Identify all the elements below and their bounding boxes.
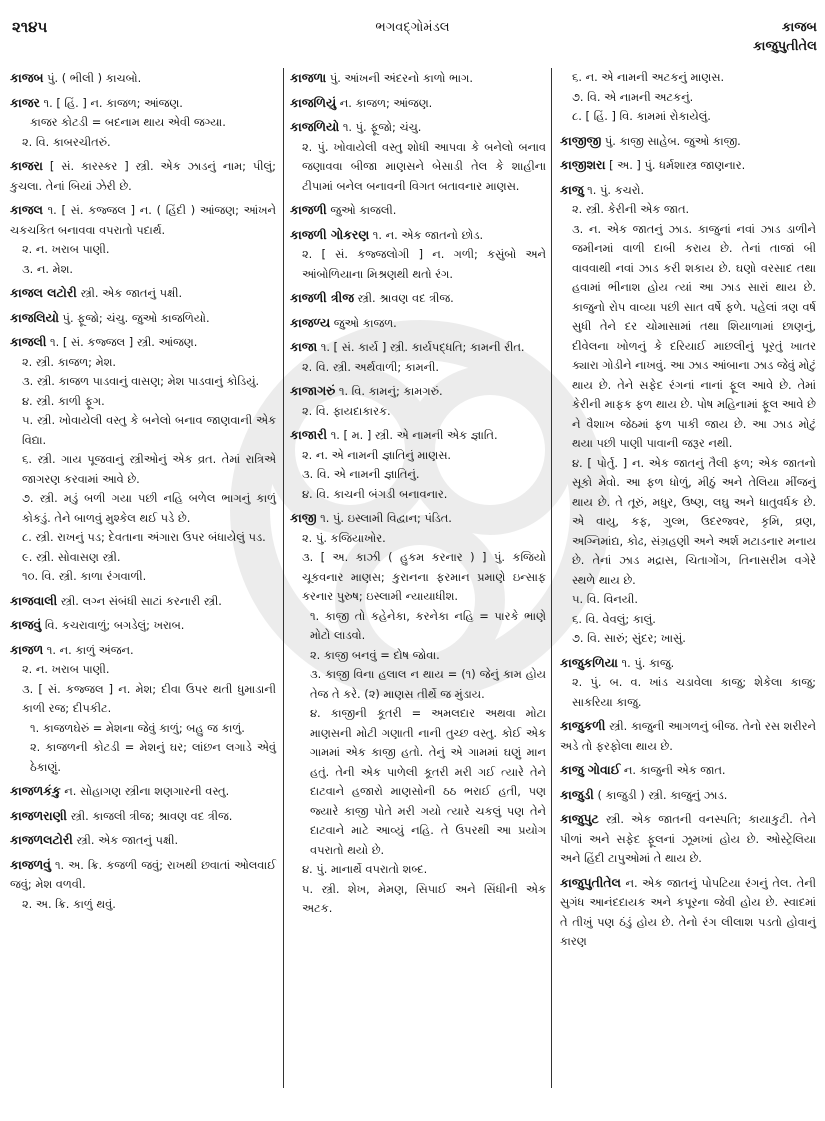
idiom-line: ૨. કાજળની કોટડી = મેશનું ઘર; લાંછન લગાડે એવું ઠેકાણું. [30, 740, 276, 774]
headword: કાજુડી [560, 786, 594, 802]
dictionary-entry [10, 156, 276, 196]
definition-text: પું. કાજી સાહેબ. જુઓ કાજી. [604, 133, 741, 148]
entry-line [10, 283, 276, 304]
dictionary-entry [10, 283, 276, 304]
definition-text: સ્ત્રી. એક જાતની વનસ્પતિ; કાયાકુટી. તેને પીળાં અને સફેદ ફૂલનાં ઝૂમખાં હોય છે. ઓસ્ટ્રેલિયા અને હિંદી ટાપુઓમાં તે થાય છે. [560, 812, 816, 865]
dictionary-entry [10, 332, 276, 587]
headword: કાજા [290, 339, 318, 354]
headword: કાજળ [10, 641, 44, 657]
dictionary-entry [290, 508, 546, 919]
dictionary-entry [10, 93, 276, 153]
headword: કાજર [10, 94, 40, 110]
sense-line: ૯. સ્ત્રી. સોવાસણ સ્ત્રી. [22, 549, 121, 564]
idiom-line: કાજર કોટડી = બદનામ થાય એવી જગ્યા. [30, 115, 226, 129]
sense-line: ૩. ન. મેશ. [22, 261, 74, 276]
idiom-line: ૧. કાજી તો કહેનેકા, કરનેકા નહિ = પારકે ભાણે મોટો લાડવો. [310, 608, 546, 642]
dictionary-entry [290, 337, 546, 377]
sense-line: ૨. વિ. સ્ત્રી. અર્થવાળી; કામની. [302, 359, 440, 374]
sense-line: ૭. સ્ત્રી. મડું બળી ગયા પછી નહિ બળેલ ભાગનું કાળું કોકડું. તેને બાળવું મુશ્કેલ થઈ પડે છે. [22, 491, 276, 525]
entry-line [290, 68, 546, 89]
definition-text: પું. ફૂજો; ચંચુ. જુઓ કાજળિયો. [62, 310, 210, 325]
headword: કાજળલટોરી [10, 832, 73, 847]
headword: કાજળી ગોકરણ [290, 226, 370, 242]
headword: કાજીશરા [560, 157, 606, 172]
entry-line [10, 855, 276, 895]
definition-text: ૧. [ મ. ] સ્ત્રી. એ નામની એક જ્ઞાતિ. [330, 428, 498, 442]
entry-line [10, 308, 276, 329]
column-right [560, 68, 816, 956]
dictionary-entry [560, 785, 816, 806]
sense-line: ૨. [ સં. કજ્જલોગી ] ન. ગળી; કસુંબો અને આંબોળિયાના મિશ્રણથી થતો રંગ. [302, 247, 546, 281]
sense-line: ૩. [ સં. કજ્જલ ] ન. મેશ; દીવા ઉપર થતી ધુમાડાની કાળી રજ; દીપકીટ. [22, 681, 276, 715]
definition-text: પું. ( ભીલી ) કાચબો. [47, 71, 142, 85]
sense-line: ૪. પું. માનાર્થે વપરાતો શબ્દ. [302, 862, 428, 876]
sense-line: ૭. વિ. સારું; સુંદર; ખાસું. [572, 631, 686, 645]
dictionary-entry [560, 653, 816, 713]
headword: કાજળ્ય [290, 314, 331, 330]
sense-line: ૨. સ્ત્રી. કેરીની એક જાત. [572, 202, 690, 216]
entry-line [560, 131, 816, 152]
dictionary-entry [10, 830, 276, 851]
sense-line: ૨. વિ. કાબરચીતરું. [22, 134, 111, 149]
headword: કાજુકળી [560, 718, 606, 733]
definition-text: જુઓ કાજલી. [330, 203, 397, 217]
dictionary-entry [10, 855, 276, 915]
definition-text: વિ. કચરાવાળું; બગડેલું; ખરાબ. [44, 618, 185, 632]
dictionary-entry [560, 68, 816, 127]
page-number: ૨૧૪૫ [12, 18, 48, 36]
idiom-line: ૨. કાજી બનવું = દોષ જોવા. [310, 647, 440, 662]
sense-line: ૫. વિ. વિનયી. [572, 592, 639, 606]
entry-line [560, 809, 816, 869]
headword: કાજુ [560, 181, 584, 197]
definition-text: સ્ત્રી. કાજલી ત્રીજ; શ્રાવણ વદ ત્રીજ. [70, 808, 233, 823]
entry-line [290, 288, 546, 309]
sense-line: ૨. સ્ત્રી. કાજળ; મેશ. [22, 354, 117, 369]
headword: કાજવાલી [10, 592, 58, 608]
dictionary-entry [10, 806, 276, 827]
definition-text: ( કાજુડી ) સ્ત્રી. કાજુનું ઝાડ. [597, 787, 728, 802]
entry-line [560, 785, 816, 806]
sense-line: ૭. વિ. એ નામની અટકનું. [572, 89, 694, 104]
sense-line: ૨. અ. ક્રિ. કાળું થવું. [22, 896, 116, 911]
headword: કાજાગરું [290, 383, 336, 398]
headword: કાજળકંકુ [10, 783, 61, 798]
entry-line [290, 425, 546, 446]
entry-line [290, 200, 546, 221]
entry-line [10, 591, 276, 612]
headword: કાજળિયો [290, 119, 340, 134]
entry-line [10, 200, 276, 240]
sense-line: ૪. સ્ત્રી. કાળી ફૂગ. [22, 393, 105, 408]
entry-line [290, 117, 546, 138]
column-left [10, 68, 276, 918]
headword: કાજવું [10, 617, 42, 632]
headword: કાજી [290, 510, 317, 525]
entry-line [10, 68, 276, 89]
entry-line [10, 332, 276, 353]
headword: કાજુપુટ [560, 811, 599, 826]
column-divider [283, 68, 284, 1088]
dictionary-entry [560, 873, 816, 952]
definition-text: [ અ. ] પું. ધર્મશાસ્ત્ર જાણનાર. [609, 158, 746, 172]
dictionary-entry [560, 180, 816, 649]
guide-word-last: કાજુપુતીતેલ [753, 39, 817, 54]
entry-line [10, 156, 276, 196]
dictionary-entry [290, 68, 546, 89]
definition-text: ૧. ન. કાળું અંજન. [46, 642, 134, 657]
sense-line: ૨. વિ. ફાયદાકારક. [302, 403, 391, 418]
definition-text: ૧. વિ. કામનું; કામગરું. [338, 384, 443, 398]
headword: કાજળી [290, 202, 327, 217]
entry-line [290, 381, 546, 402]
entry-line [560, 180, 816, 201]
headword: કાજારી [290, 427, 328, 442]
entry-line [290, 225, 546, 246]
definition-text: ન. કાજળ; આંજણ. [339, 95, 433, 110]
definition-text: ૧. [ સં. કજ્જલ ] સ્ત્રી. આંજણ. [50, 335, 198, 349]
headword: કાજલી [10, 334, 47, 349]
definition-text: ૧. [ સં. કાર્ય ] સ્ત્રી. કાર્યપદ્ધતિ; કામની રીત. [320, 340, 525, 354]
sense-line: ૪. વિ. કાચની બંગડી બનાવનાર. [302, 486, 448, 501]
definition-text: [ સં. કારસ્કર ] સ્ત્રી. એક ઝાડનું નામ; પીલું; કુચલા. તેનાં બિયાં ઝેરી છે. [10, 159, 276, 193]
sense-line: ૨. પું. ખોવાયેલી વસ્તુ શોધી આપવા કે બનેલો બનાવ જણાવવા બીજા માણસને બેસાડી તેલ કે શાહીના ટીપામાં બનેલ બનાવની વિગત બતાવનાર માણસ. [302, 139, 546, 193]
entry-line [10, 640, 276, 661]
definition-text: ન. કાજુની એક જાત. [623, 763, 726, 777]
dictionary-entry [10, 781, 276, 802]
definition-text: સ્ત્રી. એક જાતનું પક્ષી. [76, 833, 179, 847]
dictionary-entry [290, 225, 546, 285]
sense-line: ૪. [ પોર્તુ. ] ન. એક જાતનું તૈલી ફળ; એક જાતનો સૂકો મેવો. આ ફળ ધોળું, મીઠું અને તેલિયા મીંજનું થાય છે. તે તૂરું, મધુર, ઉષ્ણ, લઘુ અને ધાતુવર્ધક છે. એ વાયુ, કફ, ગુલ્મ, ઉદરજ્વર, કૃમિ, વ્રણ, અગ્નિમાંદ્ય, કોઢ, સંગ્રહણી અને અર્શ મટાડનાર મનાય છે. તેનાં ઝાડ મદ્રાસ, ચિતાગોંગ, તિનાસરીમ વગેરે સ્થળે થાય છે. [572, 455, 816, 587]
idiom-line: ૩. કાજી વિના હલાલ ન થાય = (૧) જેનું કામ હોય તેજ તે કરે. (૨) માણસ તીર્થે જ મુંડાય. [310, 667, 546, 701]
sense-line: ૮. [ હિં. ] વિ. કામમાં રોકાયેલું. [572, 109, 711, 123]
sense-line: ૨. પું. બ. વ. ખાંડ ચડાવેલા કાજુ; શેકેલા કાજુ; સાકરિયા કાજુ. [572, 675, 816, 709]
dictionary-entry [10, 68, 276, 89]
headword: કાજલ લટોરી [10, 285, 77, 300]
idiom-line: ૧. કાજળઘેરું = મેશના જેવું કાળું; બહુ જ કાળું. [30, 720, 245, 735]
dictionary-entry [290, 381, 546, 421]
dictionary-entry [290, 200, 546, 221]
definition-text: ૧. પું. કચરો. [587, 182, 645, 197]
definition-text: ૧. ન. એક જાતનો છોડ. [372, 227, 484, 242]
definition-text: ૧. [ હિં. ] ન. કાજળ; આંજણ. [43, 95, 183, 110]
dictionary-entry [10, 640, 276, 778]
dictionary-entry [290, 288, 546, 309]
column-middle [290, 68, 546, 923]
dictionary-entry [560, 131, 816, 152]
guide-words [753, 18, 817, 56]
entry-line [560, 873, 816, 952]
definition-text: ૧. પું. કાજુ. [621, 655, 675, 670]
headword: કાજળરાણી [10, 807, 67, 823]
entry-line [10, 93, 276, 114]
headword: કાજળી ત્રીજ [290, 290, 354, 305]
guide-word-first: કાજબ [781, 20, 817, 35]
headword: કાજુ ગોવાઈ [560, 762, 621, 777]
dictionary-entry [10, 591, 276, 612]
headword: કાજળા [290, 70, 327, 85]
headword: કાજીજી [560, 132, 602, 148]
headword: કાજલ [10, 202, 43, 217]
book-title: ભગવદ્ગોમંડલ [375, 20, 450, 35]
definition-text: સ્ત્રી. એક જાતનું પક્ષી. [80, 286, 183, 300]
headword: કાજુપુતીતેલ [560, 874, 621, 890]
entry-line [10, 830, 276, 851]
dictionary-entry [10, 200, 276, 279]
entry-line [10, 615, 276, 636]
entry-line [560, 155, 816, 176]
definition-text: ૧. [ સં. કજ્જલ ] ન. ( હિંદી ) આંજણ; આંખને ચકચકિત બનાવવા વપરાતો પદાર્થ. [10, 203, 276, 237]
headword: કાજુકળિયા [560, 654, 618, 670]
sense-line: ૩. [ અ. કાઝી ( હુકમ કરનાર ) ] પું. કજિયો ચૂકવનાર માણસ; કુરાનના ફરમાન પ્રમાણે ઇન્સાફ કરનાર પુરુષ; ઇસ્લામી ન્યાયાધીશ. [302, 550, 546, 603]
entry-line [290, 337, 546, 358]
definition-text: ૧. પું. ઇસ્લામી વિદ્વાન; પંડિત. [320, 511, 452, 525]
dictionary-entry [560, 716, 816, 756]
headword: કાજબ [10, 70, 44, 85]
entry-line [560, 716, 816, 756]
definition-text: સ્ત્રી. લગ્ન સંબંધી સાટાં કરનારી સ્ત્રી. [60, 593, 222, 608]
definition-text: ૧. પું. ફૂજો; ચંચુ. [342, 120, 422, 134]
entry-line [290, 313, 546, 334]
dictionary-entry [290, 425, 546, 504]
definition-text: ન. એક જાતનું પોપટિયા રંગનું તેલ. તેની સુગંધ આનંદદાયક અને કપૂરના જેવી હોય છે. સ્વાદમાં તે તીખું પણ ઠંડું હોય છે. તેનો રંગ લીલાશ પડતો હોવાનું કારણ [560, 875, 817, 948]
definition-text: પું. આંખની અંદરનો કાળો ભાગ. [329, 71, 473, 85]
sense-line: ૫. સ્ત્રી. ખોવાયેલી વસ્તુ કે બનેલો બનાવ જાણવાની એક વિદ્યા. [22, 413, 276, 447]
sense-line: ૮. સ્ત્રી. રાખનું પડ; દેવતાના અંગારા ઉપર બંધાયેલું પડ. [22, 530, 266, 544]
sense-line: ૫. સ્ત્રી. શેખ, મેમણ, સિપાઈ અને સિંધીની એક અટક. [302, 881, 546, 915]
entry-line [560, 653, 816, 674]
dictionary-entry [10, 308, 276, 329]
column-divider [551, 68, 552, 1088]
sense-line: ૬. ન. એ નામની અટકનું માણસ. [572, 70, 725, 84]
sense-line: ૬. વિ. વેવલું; કાલું. [572, 611, 656, 626]
sense-line: ૩. સ્ત્રી. કાજળ પાડવાનું વાસણ; મેશ પાડવાનું કોડિયું. [22, 374, 260, 388]
sense-line: ૨. ન. એ નામની જ્ઞાતિનું માણસ. [302, 447, 452, 462]
entry-line [290, 93, 546, 114]
dictionary-entry [560, 760, 816, 781]
definition-text: સ્ત્રી. કાજુની આગળનું બીજ. તેનો રસ શરીરને અડે તો ફરફોલા થાય છે. [560, 719, 816, 753]
headword: કાજળવું [10, 856, 51, 872]
sense-line: ૬. સ્ત્રી. ગાય પૂજવાનું સ્ત્રીઓનું એક વ્રત. તેમાં રાત્રિએ જાગરણ કરવામાં આવે છે. [22, 452, 276, 486]
entry-line [290, 508, 546, 529]
definition-text: ન. સોહાગણ સ્ત્રીના શણગારની વસ્તુ. [64, 784, 230, 798]
dictionary-entry [290, 313, 546, 334]
sense-line: ૨. પું. કજિયાખોર. [302, 530, 386, 545]
sense-line: ૩. વિ. એ નામની જ્ઞાતિનું. [302, 467, 420, 481]
dictionary-entry [290, 93, 546, 114]
headword: કાજલિયો [10, 309, 59, 325]
idiom-line: ૪. કાજીની કૂતરી = અમલદાર અથવા મોટા માણસની મોટી ગણાતી નાની તુચ્છ વસ્તુ. કોઈ એક ગામમાં એક કાજી હતો. તેનું એ ગામમાં ઘણું માન હતું. તેની એક પાળેલી કૂતરી મરી ગઈ ત્યારે તેને દાટવાને હજારો માણસોની ઠઠ ભરાઈ હતી, પણ જ્યારે કાજી પોતે મરી ગયો ત્યારે ચકલું પણ તેને દાટવાને માટે આવ્યું નહિ. તે ઉપરથી આ પ્રયોગ વપરાતો થયો છે. [310, 706, 546, 857]
entry-line [560, 760, 816, 781]
headword: કાજરા [10, 158, 43, 173]
sense-line: ૨. ન. ખરાબ પાણી. [22, 242, 110, 256]
dictionary-entry [560, 155, 816, 176]
entry-line [10, 806, 276, 827]
sense-line: ૨. ન. ખરાબ પાણી. [22, 662, 110, 676]
entry-line [10, 781, 276, 802]
sense-line: ૧૦. વિ. સ્ત્રી. કાળા રંગવાળી. [22, 569, 147, 583]
definition-text: જુઓ કાજળ. [333, 315, 397, 330]
dictionary-entry [290, 117, 546, 196]
definition-text: ૧. અ. ક્રિ. કજળી જવું; રાખથી છવાતાં ઓલવાઈ જવું; મેશ વળવી. [10, 857, 276, 891]
definition-text: સ્ત્રી. શ્રાવણ વદ ત્રીજ. [357, 291, 454, 305]
dictionary-entry [10, 615, 276, 636]
dictionary-entry [560, 809, 816, 869]
headword: કાજળિયું [290, 94, 337, 110]
sense-line: ૩. ન. એક જાતનું ઝાડ. કાજુનાં નવાં ઝાડ ડાળીને જમીનમાં વાળી દાબી કરાય છે. તેનાં તાજાં બી વાવવાથી નવાં ઝાડ કરી શકાય છે. ઘણો વરસાદ તથા હવામાં ભીનાશ હોય ત્યાં આ ઝાડ સારાં થાય છે. કાજુનો રોપ વાવ્યા પછી સાત વર્ષે ફળે. પહેલાં ત્રણ વર્ષ સુધી તેને દર ચોમાસામાં તથા શિયાળામાં છાણનું, દીવેલના ખોળનું કે દરિયાઈ માછલીનું પૂરતું ખાતર ક્યારા ગોડીને નાખવું. આ ઝાડ આંબાના ઝાડ જેવું મોટું થાય છે. તેને સફેદ રંગનાં નાનાં ફૂલ આવે છે. તેમાં કેરીની માફક ફળ થાય છે. પોષ મહિનામાં ફૂલ આવે છે ને વૈશાખ જેઠમાં ફળ પાકી જાય છે. આ ઝાડ મોટું થયા પછી પાણી પાવાની જરૂર નથી. [572, 221, 816, 450]
